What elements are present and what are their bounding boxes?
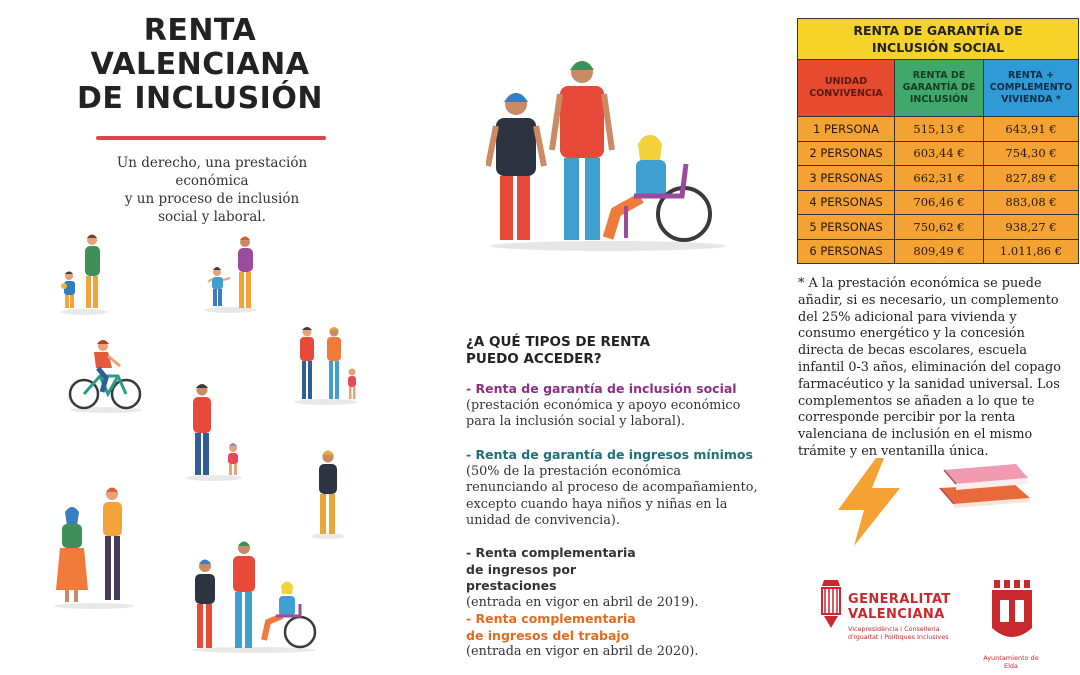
elda-coat-of-arms-icon <box>990 578 1034 648</box>
header-line: GARANTÍA DE <box>902 82 976 93</box>
cell-renta: 603,44 € <box>895 141 984 166</box>
footnote: * A la prestación económica se puede añadir, si es necesario, un complemento del 25% adicional para vivienda y consumo energético y la concesión directa de becas escolares, escuela infantil 0-3 años, eliminación del copago farmacéutico y la sanidad universal. Los complementos se añaden a lo que te corresponde percibir por la renta valenciana de inclusión en el mismo trámite y en ventanilla única. <box>798 276 1061 459</box>
rent-type-heading: - Renta complementaria de ingresos por prestaciones <box>466 545 636 593</box>
cell-unit: 4 PERSONAS <box>798 190 895 215</box>
couple-illustration <box>50 484 138 610</box>
header-line: COMPLEMENTO <box>989 82 1073 93</box>
rent-type-body: (entrada en vigor en abril de 2020). <box>466 644 699 659</box>
cell-complemento: 754,30 € <box>984 141 1079 166</box>
column-header-complemento <box>984 60 1079 117</box>
table-title <box>798 19 1079 60</box>
generalitat-shield-icon <box>820 578 844 630</box>
column-header-unidad <box>798 60 895 117</box>
generalitat-subtitle <box>848 625 988 641</box>
generalitat-sub-line: d'Igualtat i Polítiques Inclusives <box>848 633 949 641</box>
young-man-illustration <box>310 448 346 540</box>
elda-label: Ayuntamiento de Elda <box>983 654 1039 670</box>
rent-type-body: (entrada en vigor en abril de 2019). <box>466 594 699 610</box>
cyclist-illustration <box>66 334 146 414</box>
cell-unit: 2 PERSONAS <box>798 141 895 166</box>
rent-type-inclusion-social <box>466 381 766 431</box>
title-line: RENTA <box>143 13 257 48</box>
cell-renta: 750,62 € <box>895 215 984 240</box>
generalitat-name-line: GENERALITAT <box>848 592 951 607</box>
generalitat-sub-line: Vicepresidència i Conselleria <box>848 625 940 633</box>
family-illustration <box>290 322 362 406</box>
cell-unit: 6 PERSONAS <box>798 239 895 264</box>
header-line: INCLUSIÓN <box>909 94 969 105</box>
cell-unit: 5 PERSONAS <box>798 215 895 240</box>
table-row <box>798 215 1079 240</box>
table-title-line: RENTA DE GARANTÍA DE <box>853 23 1023 38</box>
column-header-renta <box>895 60 984 117</box>
cell-renta: 706,46 € <box>895 190 984 215</box>
adult-with-toddler-illustration <box>182 382 248 482</box>
renta-table <box>797 18 1079 264</box>
rent-type-body: (50% de la prestación económica renunciando al proceso de acompañamiento, excepto cuando haya niños y niñas en la unidad de convivencia). <box>466 463 758 528</box>
cell-complemento: 643,91 € <box>984 117 1079 142</box>
books-icon <box>934 458 1034 510</box>
table-title-line: INCLUSIÓN SOCIAL <box>871 40 1005 55</box>
adult-with-child-illustration <box>56 232 110 316</box>
three-people-wheelchair-illustration <box>486 56 730 252</box>
middle-panel <box>360 0 780 675</box>
rent-type-complementaria-trabajo <box>466 611 766 661</box>
table-row <box>798 166 1079 191</box>
header-line: RENTA + <box>1007 70 1055 81</box>
group-with-wheelchair-illustration <box>188 540 322 654</box>
header-line: CONVIVENCIA <box>809 88 883 99</box>
title-line: DE INCLUSIÓN <box>77 81 323 116</box>
question-heading <box>466 334 766 368</box>
table-row <box>798 117 1079 142</box>
left-panel <box>0 0 360 675</box>
cell-renta: 809,49 € <box>895 239 984 264</box>
right-panel <box>780 0 1080 675</box>
table-row <box>798 239 1079 264</box>
header-line: VIVIENDA * <box>1001 94 1061 105</box>
title-line: VALENCIANA <box>90 47 310 82</box>
cell-complemento: 1.011,86 € <box>984 239 1079 264</box>
title-divider <box>96 136 326 140</box>
adult-with-girl-illustration <box>200 234 262 314</box>
rent-type-ingresos-minimos <box>466 447 766 530</box>
generalitat-logo-text <box>848 592 988 641</box>
main-title <box>60 14 340 116</box>
subtitle <box>82 154 342 226</box>
subtitle-line: y un proceso de inclusión <box>124 191 300 207</box>
cell-complemento: 827,89 € <box>984 166 1079 191</box>
rent-type-heading: - Renta de garantía de inclusión social <box>466 381 737 396</box>
cell-unit: 3 PERSONAS <box>798 166 895 191</box>
header-line: UNIDAD <box>824 76 868 87</box>
rent-type-heading: - Renta de garantía de ingresos mínimos <box>466 447 753 462</box>
table-row <box>798 141 1079 166</box>
subtitle-line: Un derecho, una prestación económica <box>116 155 308 189</box>
cell-complemento: 938,27 € <box>984 215 1079 240</box>
table-row <box>798 190 1079 215</box>
cell-complemento: 883,08 € <box>984 190 1079 215</box>
rent-type-complementaria-prestaciones <box>466 545 766 611</box>
lightning-bolt-icon <box>832 456 906 548</box>
rent-type-body: (prestación económica y apoyo económico para la inclusión social y laboral). <box>466 397 741 429</box>
question-line: ¿A QUÉ TIPOS DE RENTA <box>466 334 651 350</box>
question-line: PUEDO ACCEDER? <box>466 351 602 367</box>
cell-renta: 662,31 € <box>895 166 984 191</box>
rent-type-heading: - Renta complementaria de ingresos del trabajo <box>466 611 636 643</box>
cell-renta: 515,13 € <box>895 117 984 142</box>
cell-unit: 1 PERSONA <box>798 117 895 142</box>
subtitle-line: social y laboral. <box>158 209 266 225</box>
generalitat-name-line: VALENCIANA <box>848 607 945 622</box>
header-line: RENTA DE <box>912 70 966 81</box>
